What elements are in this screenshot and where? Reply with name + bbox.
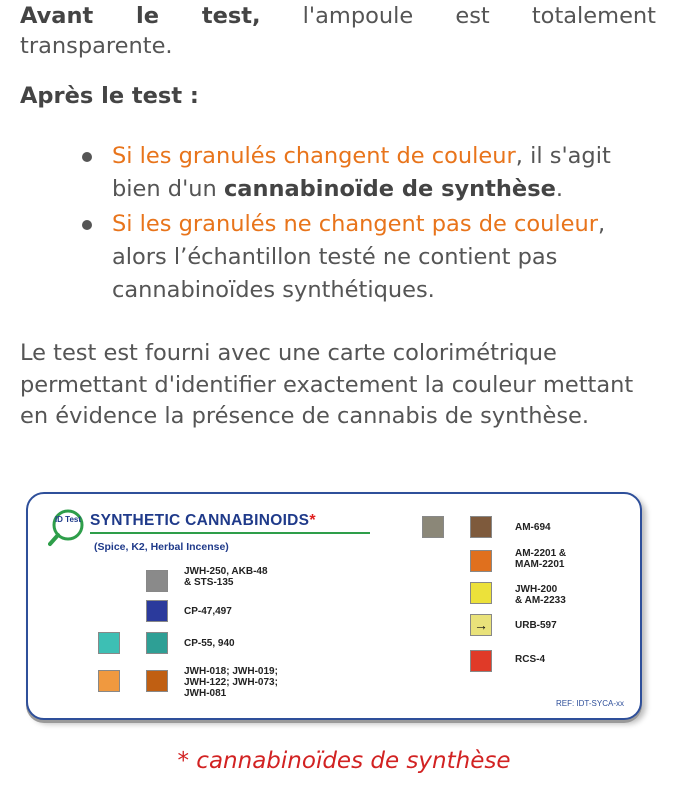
swatch-jwh018-before	[98, 670, 120, 692]
intro-line2: transparente.	[20, 33, 173, 59]
title-underline	[90, 532, 370, 534]
swatch-cp47497	[146, 600, 168, 622]
change-color-text: Si les granulés changent de couleur	[112, 143, 516, 169]
bullet-text: , il s'agit bien d'un	[112, 143, 611, 202]
label-am2201: AM-2201 & MAM-2201	[515, 548, 567, 570]
label-rcs4: RCS-4	[515, 654, 546, 665]
swatch-jwh018	[146, 670, 168, 692]
after-test-heading	[20, 80, 656, 112]
label-jwh200: JWH-200 & AM-2233	[515, 584, 566, 606]
label-am694: AM-694	[515, 522, 551, 533]
label-cp55940: CP-55, 940	[184, 638, 235, 649]
intro-bold: Avant le test,	[20, 3, 261, 29]
image-caption: * cannabinoïdes de synthèse	[177, 748, 511, 774]
swatch-rcs4	[470, 650, 492, 672]
swatch-cp55940	[146, 632, 168, 654]
description-paragraph: Le test est fourni avec une carte colorimétrique permettant d'identifier exactement la couleur mettant en évidence la présence de cannabis de synthèse.	[20, 340, 634, 429]
card-reference: REF: IDT-SYCA-xx	[555, 699, 624, 708]
swatch-am694	[470, 516, 492, 538]
intro-rest: l'ampoule est totalement	[260, 3, 656, 29]
swatch-am694-before	[422, 516, 444, 538]
swatch-urb597	[470, 614, 492, 636]
label-jwh018: JWH-018; JWH-019; JWH-122; JWH-073; JWH-081	[184, 666, 278, 699]
label-urb597: URB-597	[515, 620, 557, 631]
card-title	[90, 512, 316, 530]
magnifier-logo-icon	[48, 508, 88, 548]
swatch-jwh200	[470, 582, 492, 604]
card-title-text: SYNTHETIC CANNABINOIDS	[90, 512, 310, 529]
label-cp47497: CP-47,497	[184, 606, 232, 617]
intro-paragraph	[20, 0, 656, 32]
swatch-am2201	[470, 550, 492, 572]
result-list	[60, 140, 660, 307]
star-icon: *	[309, 512, 316, 529]
label-jwh250: JWH-250, AKB-48 & STS-135	[184, 566, 268, 588]
bullet-end: .	[555, 176, 564, 202]
logo-text: ID Test	[54, 515, 82, 524]
arrow-right-icon: →	[474, 617, 488, 633]
bullet-icon	[82, 220, 92, 230]
list-item	[60, 140, 660, 206]
color-chart-card	[26, 492, 642, 720]
bullet-bold: cannabinoïde de synthèse	[223, 176, 556, 202]
swatch-cp55940-before	[98, 632, 120, 654]
list-item	[60, 208, 660, 307]
swatch-jwh250	[146, 570, 168, 592]
no-change-color-text: Si les granulés ne changent pas de couleur	[112, 211, 598, 237]
after-test-heading-text: Après le test :	[20, 83, 199, 109]
bullet-icon	[82, 152, 92, 162]
bullet-text: , alors l’échantillon testé ne contient pas cannabinoïdes synthétiques.	[112, 211, 606, 303]
card-subtitle: (Spice, K2, Herbal Incense)	[94, 541, 229, 553]
